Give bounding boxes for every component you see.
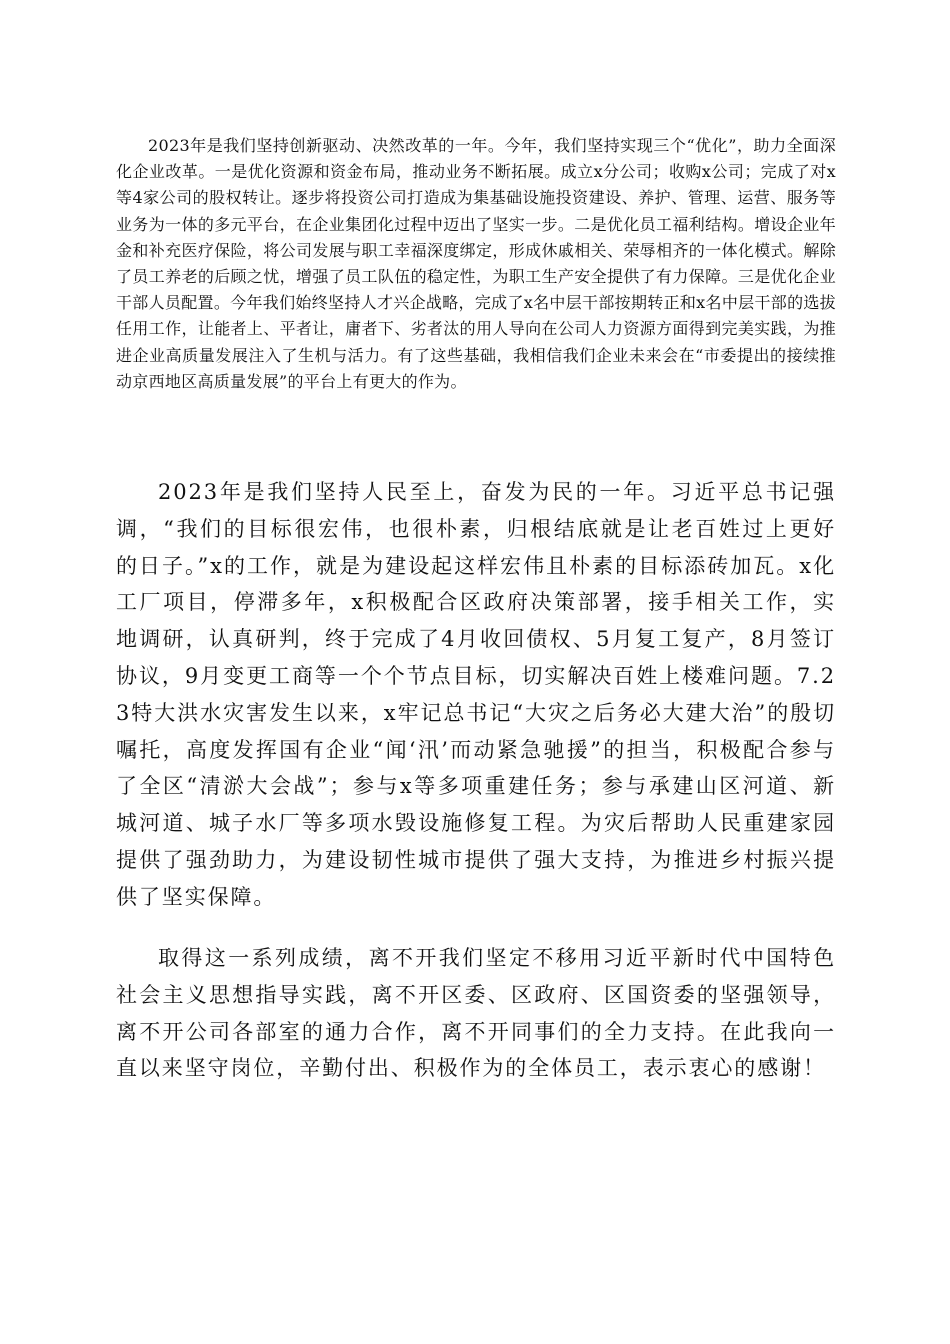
paragraph-innovation-reform: 2023年是我们坚持创新驱动、决然改革的一年。今年，我们坚持实现三个“优化”，助力全面深化企业改革。一是优化资源和资金布局，推动业务不断拓展。成立x分公司；收购x公司；完成了对x等4家公司的股权转让。逐步将投资公司打造成为集基础设施投资建设、养护、管理、运营、服务等业务为一体的多元平台，在企业集团化过程中迈出了坚实一步。二是优化员工福利结构。增设企业年金和补充医疗保险，将公司发展与职工幸福深度绑定，形成休戚相关、荣辱相齐的一体化模式。解除了员工养老的后顾之忧，增强了员工队伍的稳定性，为职工生产安全提供了有力保障。三是优化企业干部人员配置。今年我们始终坚持人才兴企战略，完成了x名中层干部按期转正和x名中层干部的选拔任用工作，让能者上、平者让，庸者下、劣者汰的用人导向在公司人力资源方面得到完美实践，为推进企业高质量发展注入了生机与活力。有了这些基础，我相信我们企业未来会在“市委提出的接续推动京西地区高质量发展”的平台上有更大的作为。	[116, 136, 836, 391]
paragraph-people-first: 2023年是我们坚持人民至上，奋发为民的一年。习近平总书记强调，“我们的目标很宏伟，也很朴素，归根结底就是让老百姓过上更好的日子。”x的工作，就是为建设起这样宏伟且朴素的目标添砖加瓦。x化工厂项目，停滞多年，x积极配合区政府决策部署，接手相关工作，实地调研，认真研判，终于完成了4月收回债权、5月复工复产，8月签订协议，9月变更工商等一个个节点目标，切实解决百姓上楼难问题。7.23特大洪水灾害发生以来，x牢记总书记“大灾之后务必大建大治”的殷切嘱托，高度发挥国有企业“闻‘汛’而动紧急驰援”的担当，积极配合参与了全区“清淤大会战”；参与x等多项重建任务；参与承建山区河道、新城河道、城子水厂等多项水毁设施修复工程。为灾后帮助人民重建家园提供了强劲助力，为建设韧性城市提供了强大支持，为推进乡村振兴提供了坚实保障。	[116, 480, 836, 909]
paragraph-acknowledgements: 取得这一系列成绩，离不开我们坚定不移用习近平新时代中国特色社会主义思想指导实践，离不开区委、区政府、区国资委的坚强领导，离不开公司各部室的通力合作，离不开同事们的全力支持。在此我向一直以来坚守岗位，辛勤付出、积极作为的全体员工，表示衷心的感谢！	[116, 946, 836, 1081]
